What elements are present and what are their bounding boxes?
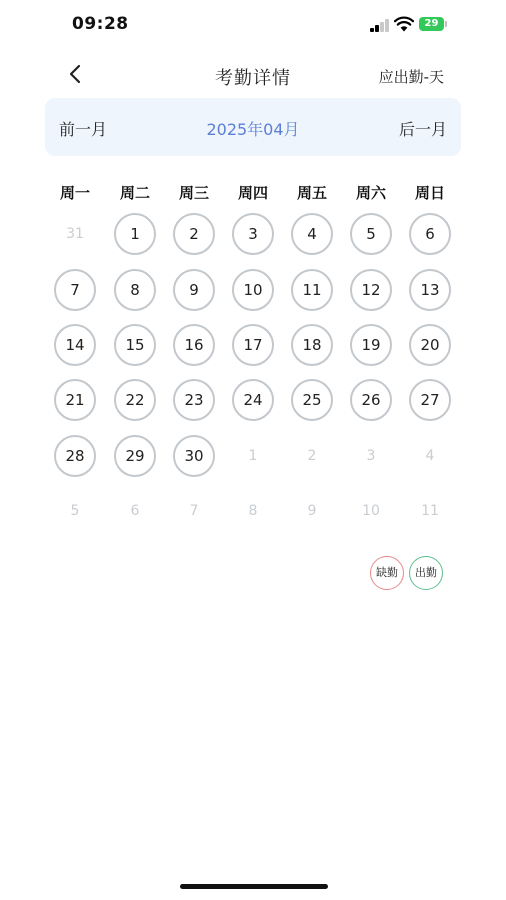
calendar-day-outside: 11 (421, 503, 439, 519)
calendar-day[interactable]: 15 (114, 324, 156, 366)
calendar-day-outside: 6 (130, 503, 140, 519)
calendar-day[interactable]: 23 (173, 379, 215, 421)
calendar-day-outside: 31 (66, 226, 84, 242)
weekday-label: 周三 (178, 184, 209, 202)
calendar-day-outside: 2 (307, 448, 317, 464)
calendar-day[interactable]: 2 (173, 213, 215, 255)
calendar-day[interactable]: 11 (291, 269, 333, 311)
calendar-day-outside: 5 (70, 503, 80, 519)
calendar-day[interactable]: 19 (350, 324, 392, 366)
calendar-grid (46, 205, 460, 545)
month-switcher (45, 98, 461, 156)
weekday-label: 周二 (119, 184, 150, 202)
calendar-day[interactable]: 21 (54, 379, 96, 421)
calendar-day[interactable]: 9 (173, 269, 215, 311)
nav-bar (0, 50, 506, 100)
page-title: 考勤详情 (215, 68, 291, 89)
weekday-label: 周六 (355, 184, 386, 202)
weekday-header (46, 182, 460, 206)
calendar-day-outside: 1 (248, 448, 258, 464)
calendar-day[interactable]: 29 (114, 435, 156, 477)
calendar-day[interactable]: 30 (173, 435, 215, 477)
calendar-day[interactable]: 7 (54, 269, 96, 311)
legend-present: 出勤 (409, 556, 443, 590)
calendar-day[interactable]: 4 (291, 213, 333, 255)
weekday-label: 周日 (414, 184, 445, 202)
calendar-day-outside: 4 (425, 448, 435, 464)
calendar-day[interactable]: 25 (291, 379, 333, 421)
calendar-day[interactable]: 17 (232, 324, 274, 366)
calendar-day[interactable]: 14 (54, 324, 96, 366)
prev-month-button[interactable]: 前一月 (59, 120, 108, 139)
status-bar (0, 0, 506, 50)
weekday-label: 周一 (59, 184, 90, 202)
next-month-button[interactable]: 后一月 (398, 120, 447, 139)
calendar-day-outside: 10 (362, 503, 380, 519)
battery-icon: 29 (419, 17, 444, 31)
calendar-day[interactable]: 26 (350, 379, 392, 421)
calendar-day-outside: 3 (366, 448, 376, 464)
wifi-icon (394, 16, 414, 32)
calendar-day[interactable]: 22 (114, 379, 156, 421)
weekday-label: 周五 (296, 184, 327, 202)
calendar-day[interactable]: 6 (409, 213, 451, 255)
signal-icon (370, 18, 390, 32)
calendar-day[interactable]: 13 (409, 269, 451, 311)
status-time: 09:28 (72, 14, 129, 34)
calendar-day-outside: 7 (189, 503, 199, 519)
calendar-day[interactable]: 28 (54, 435, 96, 477)
calendar-day[interactable]: 3 (232, 213, 274, 255)
calendar-day[interactable]: 27 (409, 379, 451, 421)
calendar-day[interactable]: 8 (114, 269, 156, 311)
calendar-day[interactable]: 24 (232, 379, 274, 421)
weekday-label: 周四 (237, 184, 268, 202)
calendar-day-outside: 8 (248, 503, 258, 519)
calendar-day[interactable]: 16 (173, 324, 215, 366)
calendar-day[interactable]: 10 (232, 269, 274, 311)
home-indicator (180, 884, 328, 889)
calendar-day[interactable]: 12 (350, 269, 392, 311)
calendar-day-outside: 9 (307, 503, 317, 519)
calendar-day[interactable]: 5 (350, 213, 392, 255)
calendar-day[interactable]: 20 (409, 324, 451, 366)
legend-absent: 缺勤 (370, 556, 404, 590)
calendar-day[interactable]: 18 (291, 324, 333, 366)
attendance-days-label: 应出勤-天 (378, 68, 444, 86)
calendar-day[interactable]: 1 (114, 213, 156, 255)
current-month-label: 2025年04月 (206, 120, 300, 139)
